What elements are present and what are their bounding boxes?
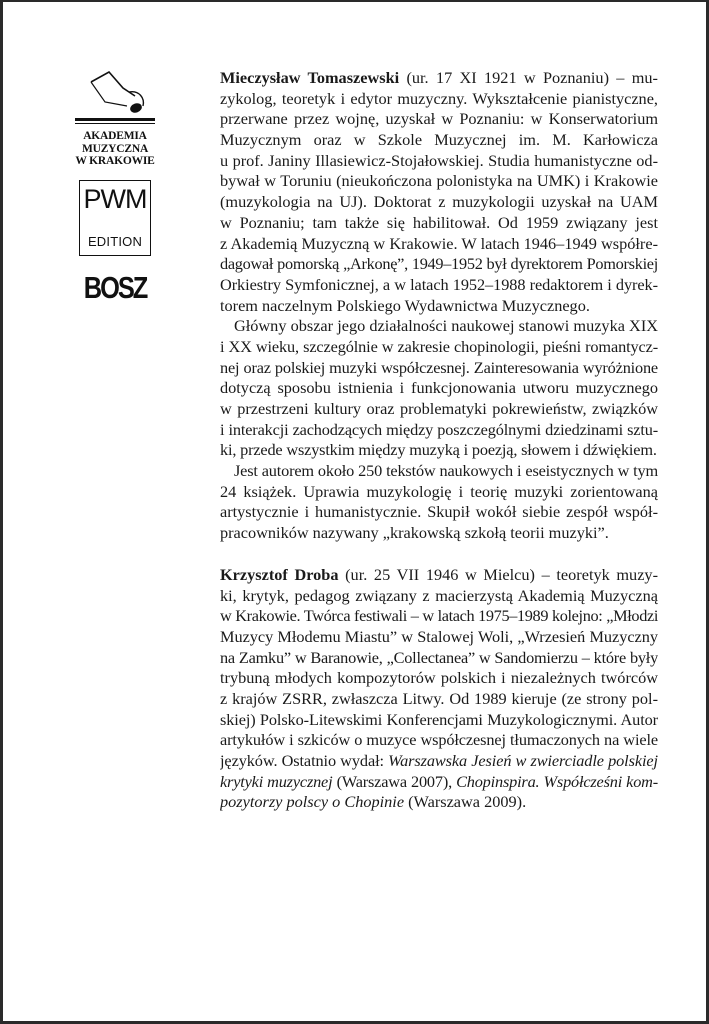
text-line <box>220 440 658 461</box>
text-line <box>220 378 658 399</box>
text-line-content <box>220 337 658 358</box>
text-run: Muzycy Młodemu Miastu” w Stalowej Woli, „Wrzesień Muzyczny <box>220 626 658 646</box>
text-line <box>220 171 658 192</box>
publisher-logos <box>69 68 161 306</box>
text-line-content <box>220 213 658 234</box>
pwm-subtitle: EDITION <box>87 233 143 249</box>
text-line <box>220 399 658 420</box>
text-line <box>220 627 658 648</box>
text-line <box>220 358 658 379</box>
text-run: torem naczelnym Polskiego Wydawnictwa Muzycznego. <box>220 295 590 315</box>
text-run: nej oraz polskiej muzyki współczesnej. Zainteresowania wyróżnione <box>220 357 658 377</box>
text-run: w przestrzeni kultury oraz problematyki pokrewieństw, związków <box>220 399 658 418</box>
text-run: (Warszawa 2007), <box>332 771 457 791</box>
text-line <box>220 316 658 337</box>
text-line-content <box>220 151 658 172</box>
text-run: 24 książek. Uprawia muzykologię i teorię muzyki zorientowaną <box>220 481 658 501</box>
text-run: Główny obszar jego działalności naukowej stanowi muzyka XIX <box>234 316 658 336</box>
text-line <box>220 502 658 523</box>
text-line <box>220 109 658 130</box>
text-line-content <box>220 171 658 192</box>
book-title: pozytorzy polscy o Chopinie <box>220 792 405 812</box>
text-line <box>220 710 658 731</box>
text-run: ki, przede wszystkim między muzyką i poezją, słowem i dźwiękiem. <box>220 440 657 460</box>
text-run: w Poznaniu; tam także się habilitował. Od 1959 związany jest <box>220 212 658 232</box>
text-line <box>220 192 658 213</box>
book-title: krytyki muzycznej <box>220 771 333 791</box>
text-line <box>220 751 658 772</box>
text-run: (Warszawa 2009). <box>404 792 527 812</box>
text-line <box>220 130 658 151</box>
emblem-rule-thin <box>75 123 155 124</box>
academy-line: AKADEMIA <box>83 130 147 142</box>
text-line-content <box>220 792 526 813</box>
text-run: na Zamku” w Baranowie, „Collectanea” w Sandomierzu – które były <box>220 647 658 667</box>
text-run: trybuną młodych kompozytorów polskich i niezależnych twórców <box>220 668 658 688</box>
text-line <box>220 296 658 317</box>
text-line-content <box>220 502 658 523</box>
text-run: Jest autorem około 250 tekstów naukowych i eseistycznych w tym <box>234 461 658 481</box>
text-line-content <box>220 751 658 772</box>
text-run: zykolog, teoretyk i edytor muzyczny. Wykształcenie pianistyczne, <box>220 88 658 108</box>
text-line-content <box>220 523 609 544</box>
text-line <box>220 523 658 544</box>
bio-tomaszewski-paragraph-3 <box>220 461 658 544</box>
text-line-content <box>220 586 658 607</box>
text-run: z Akademią Muzyczną w Krakowie. W latach 1946–1949 współre- <box>220 233 658 253</box>
text-line <box>220 792 658 813</box>
bosz-logo: BOSZ <box>83 269 147 305</box>
text-line <box>220 482 658 503</box>
bio-tomaszewski-paragraph-1 <box>220 68 658 316</box>
text-line <box>220 89 658 110</box>
text-line-content <box>220 440 657 461</box>
text-line-content <box>220 710 658 731</box>
text-run: pracowników nazywany „krakowską szkołą teorii muzyki”. <box>220 523 609 543</box>
text-run: (ur. 17 XI 1921 w Poznaniu) – mu- <box>399 68 658 87</box>
text-line-content <box>220 668 658 689</box>
text-line-content <box>220 482 658 503</box>
text-line <box>220 648 658 669</box>
text-line-content <box>220 565 658 586</box>
text-line-content <box>220 275 658 296</box>
text-line-content <box>220 68 658 89</box>
person-name: Mieczysław Tomaszewski <box>220 68 400 87</box>
text-run: skiej) Polsko-Litewskimi Konferencjami Muzykologicznymi. Autor <box>220 709 658 729</box>
book-title: Warszawska Jesień w zwierciadle polskiej <box>388 751 658 770</box>
text-line-content <box>234 316 658 337</box>
academy-line: W KRAKOWIE <box>75 155 155 167</box>
text-line-content <box>220 109 658 130</box>
text-line-content <box>220 358 658 379</box>
text-run: z krajów ZSRR, zwłaszcza Litwy. Od 1989 kieruje (ze strony pol- <box>220 688 658 708</box>
text-line-content <box>220 689 658 710</box>
text-run: artystycznie i humanistycznie. Skupił wokół siebie zespół współ- <box>220 502 658 522</box>
text-line <box>220 668 658 689</box>
text-run: przerwane przez wojnę, uzyskał w Poznaniu: w Konserwatorium <box>220 109 658 129</box>
text-line-content <box>220 606 658 627</box>
academy-name <box>69 130 161 168</box>
text-line <box>220 337 658 358</box>
text-run: (ur. 25 VII 1946 w Mielcu) – teoretyk muzy- <box>338 564 658 584</box>
emblem-rule <box>75 118 155 121</box>
text-line <box>220 420 658 441</box>
academy-logo <box>69 68 161 168</box>
text-run: języków. Ostatnio wydał: <box>220 751 389 770</box>
person-name: Krzysztof Droba <box>220 564 339 584</box>
text-line <box>220 565 658 586</box>
text-run: i interakcji zachodzących między poszczególnymi dziedzinami sztu- <box>220 419 658 439</box>
text-run: dotyczą sposobu istnienia i funkcjonowania utworu muzycznego <box>220 378 658 398</box>
text-run: u prof. Janiny Illasiewicz-Stojałowskiej. Studia humanistyczne od- <box>220 150 658 170</box>
text-line-content <box>220 192 658 213</box>
text-line <box>220 213 658 234</box>
text-run: bywał w Toruniu (nieukończona polonistyka na UMK) i Krakowie <box>220 171 658 191</box>
text-line <box>220 68 658 89</box>
text-run: w Krakowie. Twórca festiwali – w latach 1975–1989 kolejno: „Młodzi <box>220 606 658 626</box>
biographies <box>220 68 658 813</box>
text-line <box>220 275 658 296</box>
pwm-title: PWM <box>83 183 147 214</box>
text-line-content <box>220 234 658 255</box>
text-line-content <box>220 627 658 648</box>
text-line <box>220 234 658 255</box>
text-line-content <box>220 296 590 317</box>
text-line-content <box>234 461 658 482</box>
text-run: dagował pomorską „Arkonę”, 1949–1952 był dyrektorem Pomorskiej <box>220 254 658 274</box>
text-line-content <box>220 130 658 151</box>
text-line-content <box>220 648 658 669</box>
text-run: ki, krytyk, pedagog związany z macierzystą Akademią Muzyczną <box>220 585 658 605</box>
bio-tomaszewski-paragraph-2 <box>220 316 658 461</box>
text-line-content <box>220 254 658 275</box>
text-line <box>220 689 658 710</box>
bio-droba-paragraph <box>220 565 658 813</box>
text-line <box>220 254 658 275</box>
text-run: artykułów i szkiców o muzyce współczesnej tłumaczonych na wiele <box>220 730 658 750</box>
text-run: Muzycznym oraz w Szkole Muzycznej im. M. Karłowicza <box>220 130 658 150</box>
pwm-edition-logo <box>79 180 151 256</box>
book-title: Chopinspira. Współcześni kom- <box>456 771 658 791</box>
text-run: Orkiestry Symfonicznej, a w latach 1952–1988 redaktorem i dyrek- <box>220 274 658 294</box>
text-run: i XX wieku, szczególnie w zakresie chopinologii, pieśni romantycz- <box>220 336 658 356</box>
text-line <box>220 772 658 793</box>
text-line-content <box>220 399 658 420</box>
text-run: (muzykologia na UJ). Doktorat z muzykologii uzyskał na UAM <box>220 192 658 212</box>
text-line <box>220 151 658 172</box>
piano-note-emblem-icon <box>83 68 147 118</box>
text-line <box>220 586 658 607</box>
text-line <box>220 606 658 627</box>
text-line-content <box>220 730 658 751</box>
academy-line: MUZYCZNA <box>81 142 149 155</box>
text-line-content <box>220 420 658 441</box>
text-line-content <box>220 89 658 110</box>
text-line-content <box>220 772 658 793</box>
text-line-content <box>220 378 658 399</box>
text-line <box>220 461 658 482</box>
text-line <box>220 730 658 751</box>
